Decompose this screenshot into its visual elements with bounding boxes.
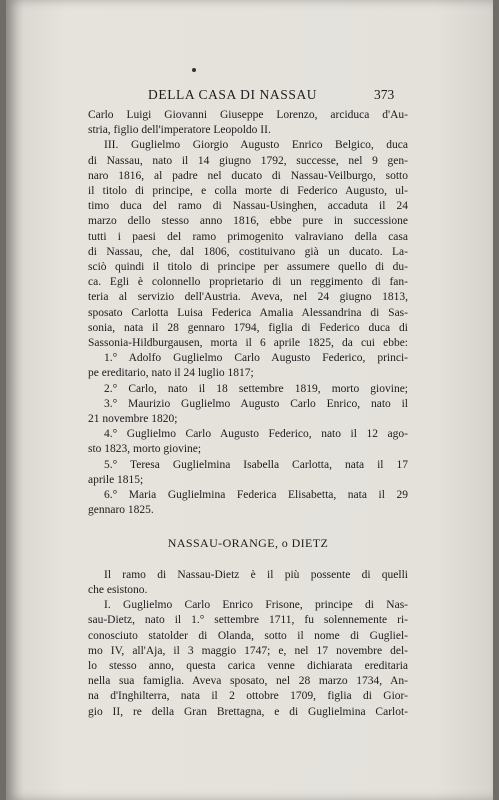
- text-line: sto 1823, morto giovine;: [88, 443, 202, 456]
- text-line: sciò quindi il titolo di principe per assumere quello di du-: [88, 261, 408, 274]
- section-heading: NASSAU-ORANGE, o DIETZ: [167, 536, 329, 551]
- book-page: [6, 0, 493, 800]
- text-line: gennaro 1825.: [88, 504, 154, 517]
- text-line: pe ereditario, nato il 24 luglio 1817;: [88, 367, 254, 380]
- text-line: teria al servizio dell'Austria. Aveva, nel 24 giugno 1813,: [88, 291, 408, 304]
- text-line: sposato Carlotta Luisa Federica Amalia Alessandrina di Sas-: [88, 306, 408, 319]
- text-line: di Nassau, che, dal 1806, costituivano già un ducato. La-: [88, 245, 408, 258]
- running-title: DELLA CASA DI NASSAU: [148, 87, 318, 102]
- list-item: 1.° Adolfo Guglielmo Carlo Augusto Federico, princi-: [104, 352, 408, 365]
- text-line: nella sua famiglia. Aveva sposato, nel 28 marzo 1734, An-: [88, 675, 408, 688]
- text-line: timo duca del ramo di Nassau-Usinghen, accaduta il 24: [88, 200, 408, 213]
- text-line: che esistono.: [88, 583, 148, 596]
- body-text: [88, 108, 408, 720]
- text-line: mo IV, all'Aja, il 3 maggio 1747; e, nel 17 novembre del-: [88, 644, 408, 657]
- text-line: na d'Inghilterra, nata il 2 ottobre 1709, figlia di Gior-: [88, 690, 408, 703]
- text-line: gio II, re della Gran Brettagna, e di Guglielmina Carlot-: [88, 705, 408, 718]
- text-line: marzo dello stesso anno 1816, ebbe pure in successione: [88, 215, 408, 228]
- list-item: 2.° Carlo, nato il 18 settembre 1819, morto giovine;: [104, 382, 408, 395]
- page-number: 373: [374, 87, 395, 102]
- text-line: di Nassau, nato il 14 giugno 1792, successe, nel 9 gen-: [88, 154, 408, 167]
- list-item: 6.° Maria Guglielmina Federica Elisabetta, nata il 29: [104, 489, 408, 502]
- text-line: Carlo Luigi Giovanni Giuseppe Lorenzo, arciduca d'Au-: [88, 109, 408, 121]
- text-line: III. Guglielmo Giorgio Augusto Enrico Belgico, duca: [104, 139, 408, 152]
- text-line: conosciuto statolder di Olanda, sotto il nome di Gugliel-: [88, 629, 408, 642]
- text-line: aprile 1815;: [88, 473, 144, 486]
- text-line: il titolo di principe, e colla morte di Federico Augusto, ul-: [88, 185, 408, 198]
- text-line: sonia, nata il 28 gennaro 1794, figlia di Federico duca di: [88, 321, 408, 334]
- text-line: Sassonia-Hildburgausen, morta il 6 aprile 1825, da cui ebbe:: [88, 337, 408, 350]
- ink-dot: [192, 68, 196, 72]
- list-item: 3.° Maurizio Guglielmo Augusto Carlo Enrico, nato il: [104, 397, 408, 410]
- text-line: Il ramo di Nassau-Dietz è il più possente di quelli: [104, 568, 408, 581]
- text-line: naro 1816, al padre nel ducato di Nassau-Veilburgo, sotto: [88, 169, 408, 182]
- text-line: tutti i paesi del ramo primogenito valraviano della casa: [88, 230, 408, 243]
- text-line: stria, figlio dell'imperatore Leopoldo II.: [88, 124, 271, 137]
- text-line: ca. Egli è colonnello proprietario di un reggimento di fan-: [88, 276, 408, 289]
- list-item: 5.° Teresa Guglielmina Isabella Carlotta, nata il 17: [104, 458, 408, 471]
- list-item: 4.° Guglielmo Carlo Augusto Federico, nato il 12 ago-: [104, 428, 408, 441]
- text-line: I. Guglielmo Carlo Enrico Frisone, principe di Nas-: [104, 599, 408, 612]
- text-line: lo stesso anno, questa carica venne dichiarata ereditaria: [88, 659, 408, 672]
- text-line: 21 novembre 1820;: [88, 413, 178, 426]
- text-line: sau-Dietz, nato il 1.° settembre 1711, fu solennemente ri-: [88, 614, 408, 627]
